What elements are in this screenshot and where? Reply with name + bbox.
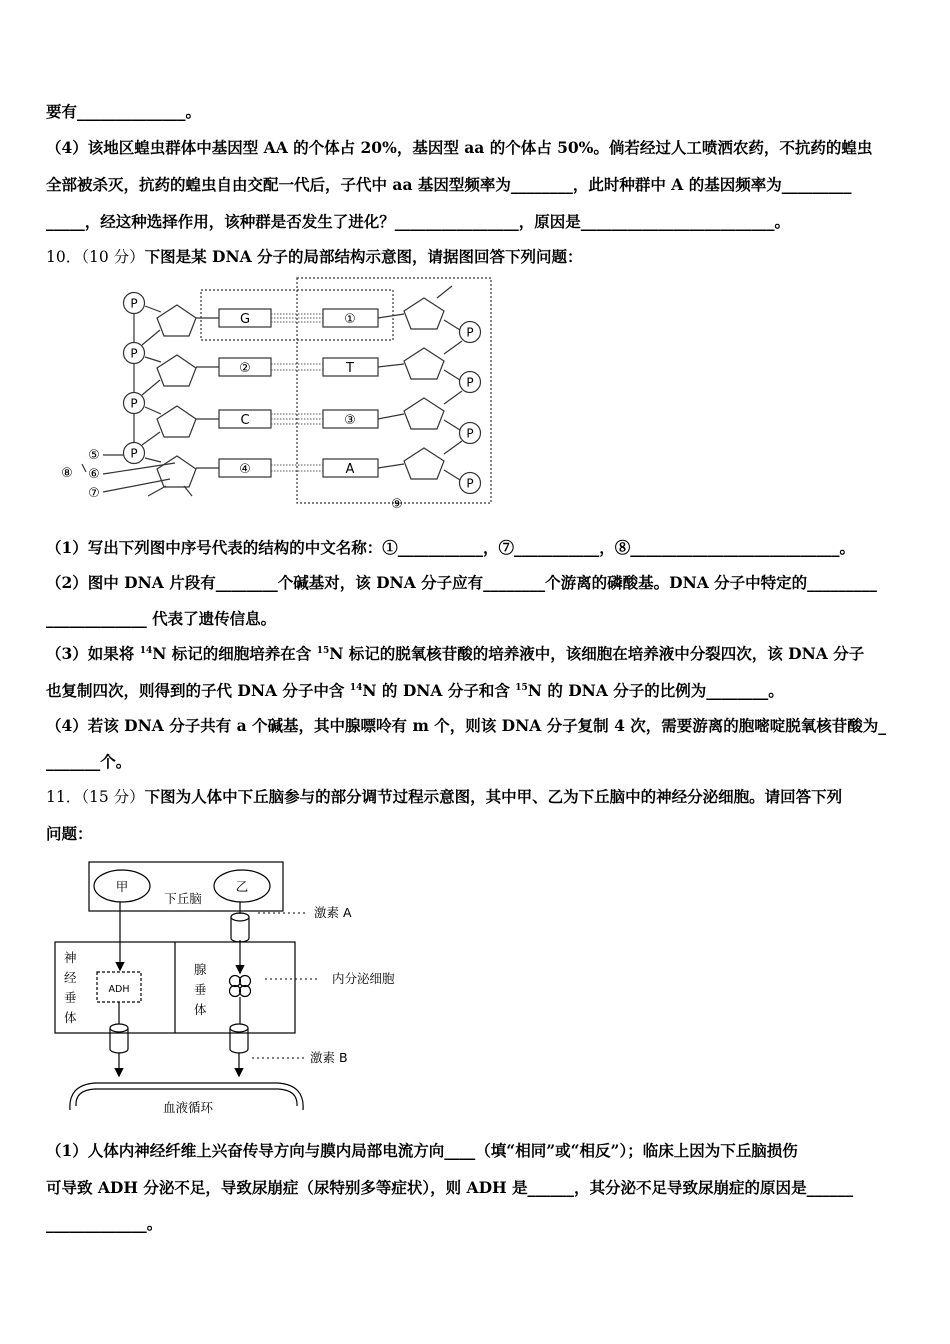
base-label: ③ (344, 413, 356, 428)
q11-stem-text: 下图为人体中下丘脑参与的部分调节过程示意图，其中甲、乙为下丘脑中的神经分泌细胞。请回答下列 (144, 787, 843, 806)
text-run: 也复制四次，则得到的子代 DNA 分子中含 (46, 681, 350, 700)
q9-line-2: 全部被杀灭，抗药的蝗虫自由交配一代后，子代中 aa 基因型频率为________，此时种群中 A 的基因频率为_________ (46, 175, 852, 194)
structure-label-8: ⑧ (61, 466, 73, 481)
phosphate-label: P (466, 325, 474, 340)
q11-sub-1b: 可导致 ADH 分泌不足，导致尿崩症（尿特别多等症状），则 ADH 是______，其分泌不足导致尿崩症的原因是______ (46, 1178, 854, 1197)
base-label: ① (344, 312, 356, 327)
phosphate-label: P (130, 296, 138, 311)
dna-structure-diagram (50, 276, 500, 516)
phosphate-label: P (130, 346, 138, 361)
text-run: N 标记的细胞培养在含 (152, 644, 317, 663)
q10-sub-1: （1）写出下列图中序号代表的结构的中文名称：①___________，⑦___________，⑧___________________________。 (46, 538, 856, 557)
structure-label-6: ⑥ (88, 467, 100, 482)
q10-number: 10．（10 分） (46, 248, 145, 266)
base-label: ④ (239, 462, 251, 477)
base-label: G (239, 312, 251, 327)
superscript: 14 (139, 645, 153, 656)
cell-b-label: 乙 (235, 879, 249, 894)
structure-label-7: ⑦ (88, 486, 100, 501)
hypothalamus-diagram (50, 856, 395, 1121)
text-run: N 标记的脱氧核苷酸的培养液中，该细胞在培养液中分裂四次，该 DNA 分子 (329, 644, 865, 663)
adeno-pituitary-label: 腺 (194, 962, 207, 977)
text-run: N 的 DNA 分子的比例为________。 (527, 681, 784, 700)
q10-sub-2b: _____________ 代表了遗传信息。 (46, 609, 277, 628)
base-label: A (345, 462, 355, 477)
q11-stem-2: 问题： (46, 824, 93, 843)
q10-sub-3a (46, 644, 864, 664)
superscript: 14 (349, 682, 363, 693)
blood-circulation-label: 血液循环 (162, 1100, 214, 1115)
hypothalamus-label: 下丘脑 (164, 891, 202, 906)
q11-sub-1c: _____________。 (46, 1214, 163, 1233)
q9-line-1: （4）该地区蝗虫群体中基因型 AA 的个体占 20%，基因型 aa 的个体占 50%。倘若经过人工喷洒农药，不抗药的蝗虫 (46, 138, 873, 157)
phosphate-label: P (466, 476, 474, 491)
structure-label-9: ⑨ (391, 497, 403, 512)
base-label: C (240, 413, 250, 428)
phosphate-label: P (130, 396, 138, 411)
strand-dotted-box (297, 278, 491, 503)
cell-a-label: 甲 (115, 879, 129, 894)
neuro-pituitary-label: 垂 (64, 990, 77, 1005)
q10-sub-4a: （4）若该 DNA 分子共有 a 个碱基，其中腺嘌呤有 m 个，则该 DNA 分子复制 4 次，需要游离的胞嘧啶脱氧核苷酸为_ (46, 716, 887, 735)
q9-line-3: _____，经这种选择作用，该种群是否发生了进化？________________，原因是_________________________。 (46, 212, 791, 231)
q10-sub-4b: _______个。 (46, 752, 132, 771)
adeno-pituitary-label: 体 (194, 1002, 207, 1017)
base-label: T (346, 361, 354, 376)
hormone-b-label: 激素 B (310, 1050, 348, 1065)
phosphate-label: P (466, 426, 474, 441)
adeno-pituitary-label: 垂 (194, 982, 207, 997)
base-label: ② (239, 361, 251, 376)
phosphate-label: P (130, 446, 138, 461)
q11-sub-1a: （1）人体内神经纤维上兴奋传导方向与膜内局部电流方向____（填“相同”或“相反”）；临床上因为下丘脑损伤 (46, 1141, 798, 1160)
q10-stem-text: 下图是某 DNA 分子的局部结构示意图，请据图回答下列问题： (144, 247, 583, 266)
adh-vesicle (110, 1024, 128, 1053)
q11-stem (46, 787, 842, 807)
neuro-pituitary-label: 神 (64, 950, 77, 965)
hormone-a-label: 激素 A (314, 905, 352, 920)
hormone-a-vesicle (231, 913, 249, 942)
neuro-pituitary-label: 经 (64, 970, 77, 985)
adh-label: ADH (108, 984, 130, 995)
endocrine-cell-label: 内分泌细胞 (332, 971, 395, 986)
q9-line-0: 要有______________。 (46, 102, 202, 121)
superscript: 15 (316, 645, 330, 656)
text-run: （3）如果将 (46, 644, 140, 663)
text-run: N 的 DNA 分子和含 (362, 681, 516, 700)
q11-number: 11．（15 分） (46, 788, 145, 806)
hormone-b-vesicle (230, 1024, 248, 1053)
superscript: 15 (515, 682, 528, 693)
neuro-pituitary-label: 体 (64, 1010, 77, 1025)
q10-sub-3b (46, 681, 784, 701)
phosphate-label: P (466, 375, 474, 390)
q10-stem (46, 247, 583, 267)
structure-label-5: ⑤ (88, 448, 100, 463)
q10-sub-2a: （2）图中 DNA 片段有________个碱基对，该 DNA 分子应有________个游离的磷酸基。DNA 分子中特定的_________ (46, 573, 877, 592)
